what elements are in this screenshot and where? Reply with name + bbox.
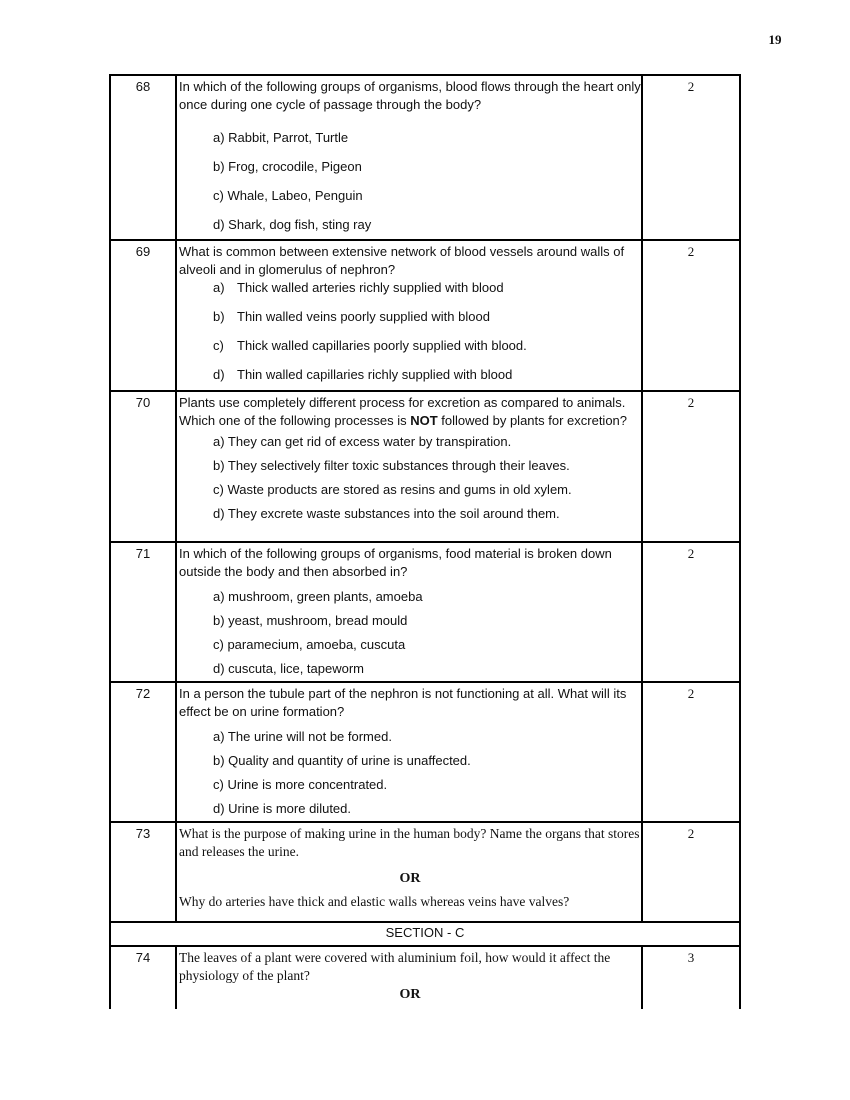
- option-text: Thick walled arteries richly supplied with blood: [237, 280, 504, 295]
- question-marks: 2: [642, 682, 740, 822]
- option: [213, 302, 641, 331]
- question-table: [109, 74, 741, 1009]
- option: a) They can get rid of excess water by transpiration.: [213, 434, 512, 449]
- option-text: Thin walled veins poorly supplied with blood: [237, 309, 490, 324]
- question-text: In which of the following groups of organisms, food material is broken down outside the body and then absorbed in?: [179, 546, 612, 579]
- option-label: d): [213, 367, 225, 382]
- options-list: [179, 123, 641, 239]
- option: [213, 273, 641, 302]
- option-label: c): [213, 338, 224, 353]
- option: d) They excrete waste substances into the soil around them.: [213, 506, 560, 521]
- question-cell: [176, 240, 642, 391]
- or-divider: OR: [399, 871, 421, 886]
- question-text-emphasis: NOT: [410, 413, 438, 428]
- question-cell: [176, 946, 642, 1009]
- question-number: 70: [110, 391, 176, 542]
- question-number: 72: [110, 682, 176, 822]
- question-number: 68: [110, 75, 176, 240]
- options-list: [179, 430, 641, 526]
- option-text: Thin walled capillaries richly supplied with blood: [237, 367, 513, 382]
- question-row: [110, 75, 740, 240]
- option: b) yeast, mushroom, bread mould: [213, 613, 408, 628]
- question-cell: [176, 75, 642, 240]
- question-row: [110, 391, 740, 542]
- option: b) They selectively filter toxic substances through their leaves.: [213, 458, 570, 473]
- question-text: In a person the tubule part of the nephron is not functioning at all. What will its effect be on urine formation?: [179, 686, 627, 719]
- option: c) Urine is more concentrated.: [213, 777, 388, 792]
- question-text: What is the purpose of making urine in the human body? Name the organs that stores and releases the urine.: [179, 826, 640, 859]
- question-text: The leaves of a plant were covered with aluminium foil, how would it affect the physiology of the plant?: [179, 950, 611, 983]
- question-marks: 2: [642, 75, 740, 240]
- section-heading: SECTION - C: [110, 922, 740, 946]
- option: d) cuscuta, lice, tapeworm: [213, 661, 365, 676]
- option-label: b): [213, 309, 225, 324]
- question-row: [110, 682, 740, 822]
- question-marks: 2: [642, 822, 740, 922]
- question-row: [110, 542, 740, 682]
- options-list: [179, 725, 641, 821]
- option-label: a): [213, 280, 225, 295]
- question-row: [110, 946, 740, 1009]
- question-text: In which of the following groups of organisms, blood flows through the heart only once during one cycle of passage through the body?: [179, 79, 641, 112]
- option: b) Quality and quantity of urine is unaffected.: [213, 753, 471, 768]
- option: c) Waste products are stored as resins and gums in old xylem.: [213, 482, 572, 497]
- option: [213, 331, 641, 360]
- option: c) Whale, Labeo, Penguin: [213, 188, 363, 203]
- question-cell: [176, 682, 642, 822]
- option: b) Frog, crocodile, Pigeon: [213, 159, 362, 174]
- question-cell: [176, 822, 642, 922]
- option: [213, 360, 641, 389]
- option: c) paramecium, amoeba, cuscuta: [213, 637, 406, 652]
- question-number: 74: [110, 946, 176, 1009]
- option: a) The urine will not be formed.: [213, 729, 392, 744]
- question-marks: 2: [642, 391, 740, 542]
- question-row: [110, 822, 740, 922]
- option: a) mushroom, green plants, amoeba: [213, 589, 423, 604]
- alternate-question-text: Why do arteries have thick and elastic walls whereas veins have valves?: [179, 894, 570, 909]
- question-number: 73: [110, 822, 176, 922]
- question-number: 69: [110, 240, 176, 391]
- question-text: What is common between extensive network of blood vessels around walls of alveoli and in glomerulus of nephron?: [179, 244, 625, 277]
- question-marks: 2: [642, 240, 740, 391]
- question-text: [179, 394, 641, 430]
- question-marks: 3: [642, 946, 740, 1009]
- question-cell: [176, 542, 642, 682]
- question-cell: [176, 391, 642, 542]
- option-text: Thick walled capillaries poorly supplied with blood.: [237, 338, 527, 353]
- page-number: 19: [768, 32, 782, 47]
- option: d) Shark, dog fish, sting ray: [213, 217, 372, 232]
- question-text-part: Plants use completely different process for excretion as compared to animals. Which one of the following processes is: [179, 395, 626, 428]
- question-number: 71: [110, 542, 176, 682]
- question-row: [110, 240, 740, 391]
- question-marks: 2: [642, 542, 740, 682]
- section-row: [110, 922, 740, 946]
- options-list: [179, 585, 641, 681]
- option: d) Urine is more diluted.: [213, 801, 351, 816]
- option: a) Rabbit, Parrot, Turtle: [213, 130, 349, 145]
- options-list: [179, 273, 641, 389]
- or-divider: OR: [399, 987, 421, 1002]
- question-text-part: followed by plants for excretion?: [437, 413, 628, 428]
